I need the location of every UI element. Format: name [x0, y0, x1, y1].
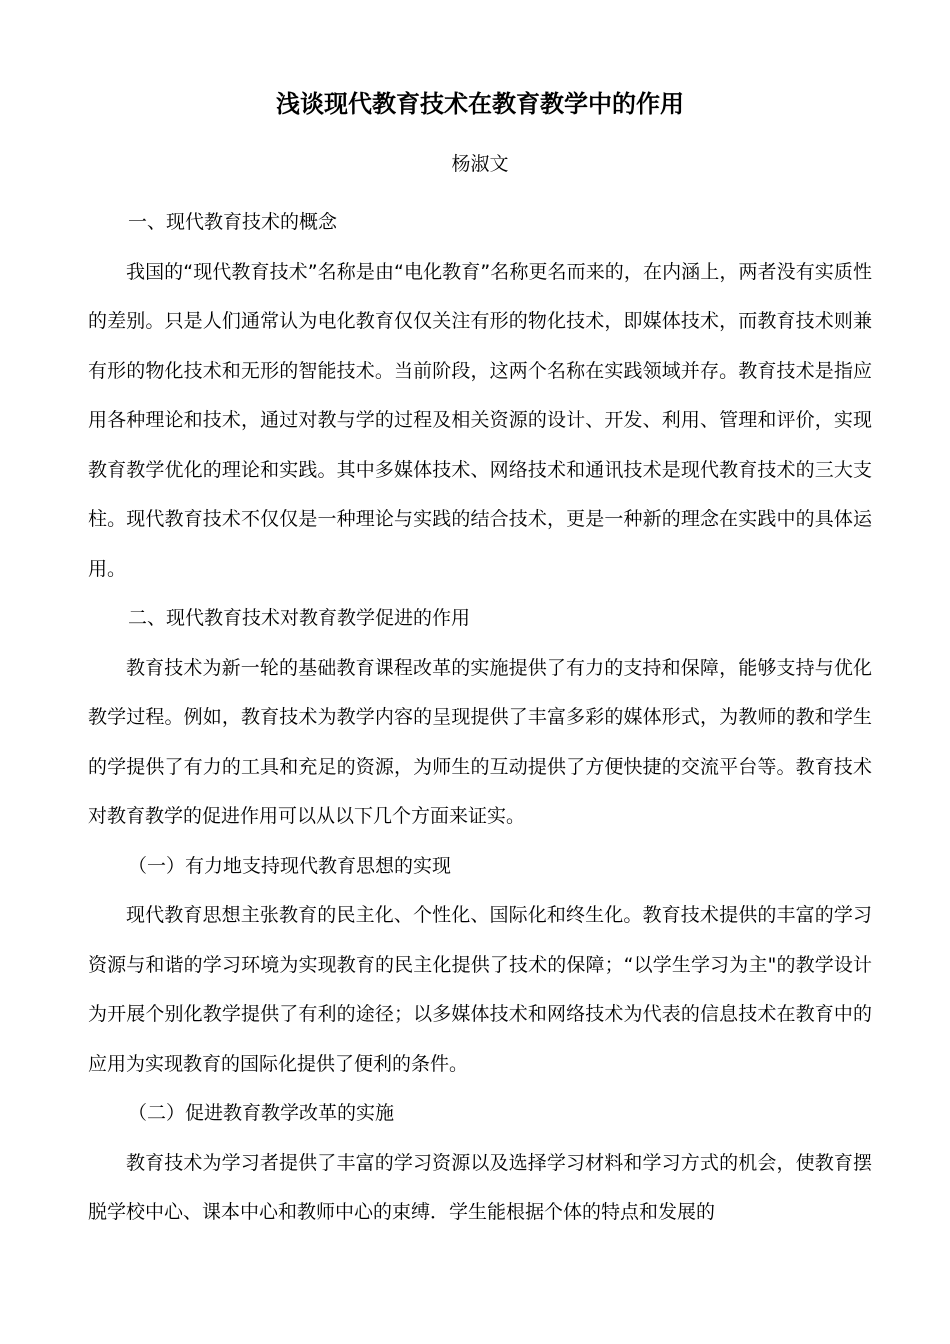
subsection-heading-reform: （二）促进教育教学改革的实施	[128, 1102, 395, 1124]
paragraph-role: 教育技术为新一轮的基础教育课程改革的实施提供了有力的支持和保障，能够支持与优化教学过程。例如，教育技术为教学内容的呈现提供了丰富多彩的媒体形式，为教师的教和学生的学提供了有力的工具和充足的资源，为师生的互动提供了方便快捷的交流平台等。教育技术对教育教学的促进作用可以从以下几个方面来证实。	[88, 656, 872, 827]
paragraph-reform: 教育技术为学习者提供了丰富的学习资源以及选择学习材料和学习方式的机会，使教育摆脱学校中心、课本中心和教师中心的束缚．学生能根据个体的特点和发展的	[88, 1151, 872, 1223]
author-name: 杨淑文	[451, 153, 509, 175]
section-heading-role: 二、现代教育技术对教育教学促进的作用	[128, 607, 471, 629]
paragraph-thought: 现代教育思想主张教育的民主化、个性化、国际化和终生化。教育技术提供的丰富的学习资源与和谐的学习环境为实现教育的民主化提供了技术的保障；“以学生学习为主"的教学设计为开展个别化教学提供了有利的途径；以多媒体技术和网络技术为代表的信息技术在教育中的应用为实现教育的国际化提供了便利的条件。	[88, 904, 872, 1075]
paragraph-concept: 我国的“现代教育技术”名称是由“电化教育”名称更名而来的，在内涵上，两者没有实质性的差别。只是人们通常认为电化教育仅仅关注有形的物化技术，即媒体技术，而教育技术则兼有形的物化技术和无形的智能技术。当前阶段，这两个名称在实践领域并存。教育技术是指应用各种理论和技术，通过对教与学的过程及相关资源的设计、开发、利用、管理和评价，实现教育教学优化的理论和实践。其中多媒体技术、网络技术和通讯技术是现代教育技术的三大支柱。现代教育技术不仅仅是一种理论与实践的结合技术，更是一种新的理念在实践中的具体运用。	[88, 260, 872, 580]
subsection-heading-thought: （一）有力地支持现代教育思想的实现	[128, 854, 452, 877]
document-body	[88, 198, 872, 1238]
document-title: 浅谈现代教育技术在教育教学中的作用	[276, 90, 684, 118]
section-heading-concept: 一、现代教育技术的概念	[128, 211, 338, 233]
document-page	[88, 80, 872, 1238]
